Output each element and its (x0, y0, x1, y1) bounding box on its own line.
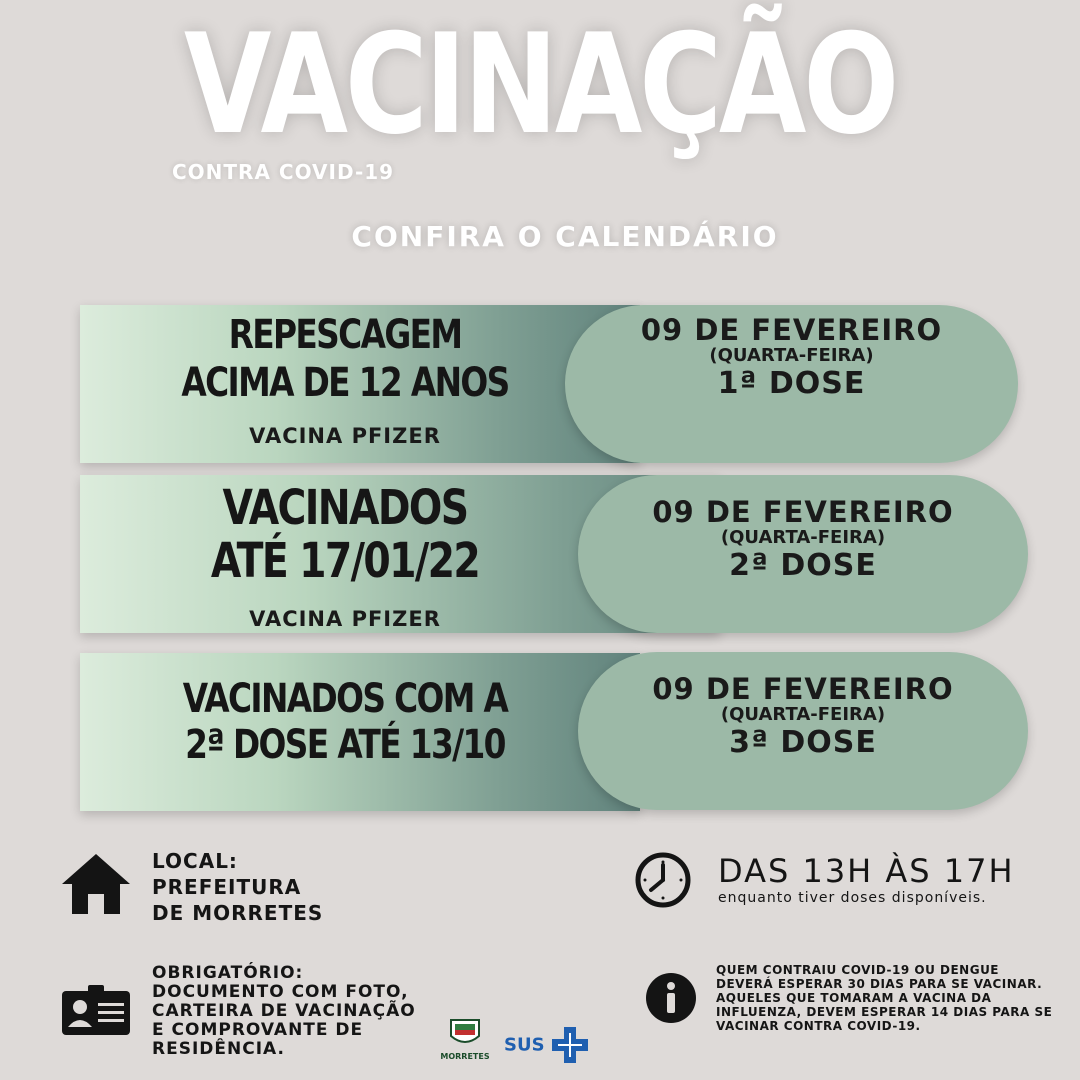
date-1: 09 DE FEVEREIRO (640, 313, 943, 347)
group-line-1b: ACIMA DE 12 ANOS (181, 360, 509, 406)
clock-icon (635, 852, 691, 912)
vaccine-label-1: VACINA PFIZER (249, 424, 441, 448)
location-line-1: LOCAL: (152, 849, 238, 873)
group-line-2a: VACINADOS (222, 480, 468, 536)
date-pill-3 (578, 652, 1028, 810)
weekday-2: (QUARTA-FEIRA) (720, 527, 886, 548)
group-line-2b: ATÉ 17/01/22 (210, 533, 480, 589)
vaccine-label-2: VACINA PFIZER (249, 607, 441, 631)
house-icon (60, 852, 132, 920)
notice-text: QUEM CONTRAIU COVID-19 OU DENGUE DEVERÁ ESPERAR 30 DIAS PARA SE VACINAR. AQUELES QUE TOMARAM A VACINA DA INFLUENZA, DEVEM ESPERAR 14 DIAS PARA SE VACINAR CONTRA COVID-19. (716, 963, 1053, 1033)
sus-logo-text: SUS (504, 1034, 545, 1056)
id-card-icon (62, 985, 130, 1039)
dose-1: 1ª DOSE (717, 366, 866, 401)
date-pill-2 (578, 475, 1028, 633)
date-3: 09 DE FEVEREIRO (652, 672, 954, 706)
required-line-2: DOCUMENTO COM FOTO, (152, 982, 409, 1002)
required-line-1: OBRIGATÓRIO: (152, 963, 304, 983)
morretes-logo (440, 1018, 490, 1061)
calendar-heading: CONFIRA O CALENDÁRIO (351, 220, 779, 253)
dose-3: 3ª DOSE (729, 725, 877, 760)
group-line-3a: VACINADOS COM A (182, 676, 508, 722)
required-line-3: CARTEIRA DE VACINAÇÃO (152, 1001, 416, 1021)
location-line-2: PREFEITURA (152, 875, 302, 899)
dose-2: 2ª DOSE (729, 548, 877, 583)
group-line-3b: 2ª DOSE ATÉ 13/10 (185, 722, 505, 768)
group-line-1a: REPESCAGEM (228, 312, 462, 358)
location-line-3: DE MORRETES (152, 901, 324, 925)
info-icon (645, 972, 697, 1028)
hours-note: enquanto tiver doses disponíveis. (718, 890, 987, 906)
date-pill-1 (565, 305, 1018, 463)
page-subtitle: CONTRA COVID-19 (172, 160, 395, 184)
location-text (152, 848, 323, 926)
required-text (152, 964, 416, 1059)
required-line-4: E COMPROVANTE DE (152, 1020, 364, 1040)
sus-logo (504, 1025, 590, 1065)
weekday-1: (QUARTA-FEIRA) (709, 345, 874, 366)
required-line-5: RESIDÊNCIA. (152, 1039, 285, 1059)
page-title: VACINAÇÃO (183, 4, 897, 165)
morretes-logo-text: MORRETES (440, 1052, 490, 1061)
hours-text: DAS 13H ÀS 17H (718, 852, 1015, 890)
weekday-3: (QUARTA-FEIRA) (720, 704, 886, 725)
date-2: 09 DE FEVEREIRO (652, 495, 954, 529)
